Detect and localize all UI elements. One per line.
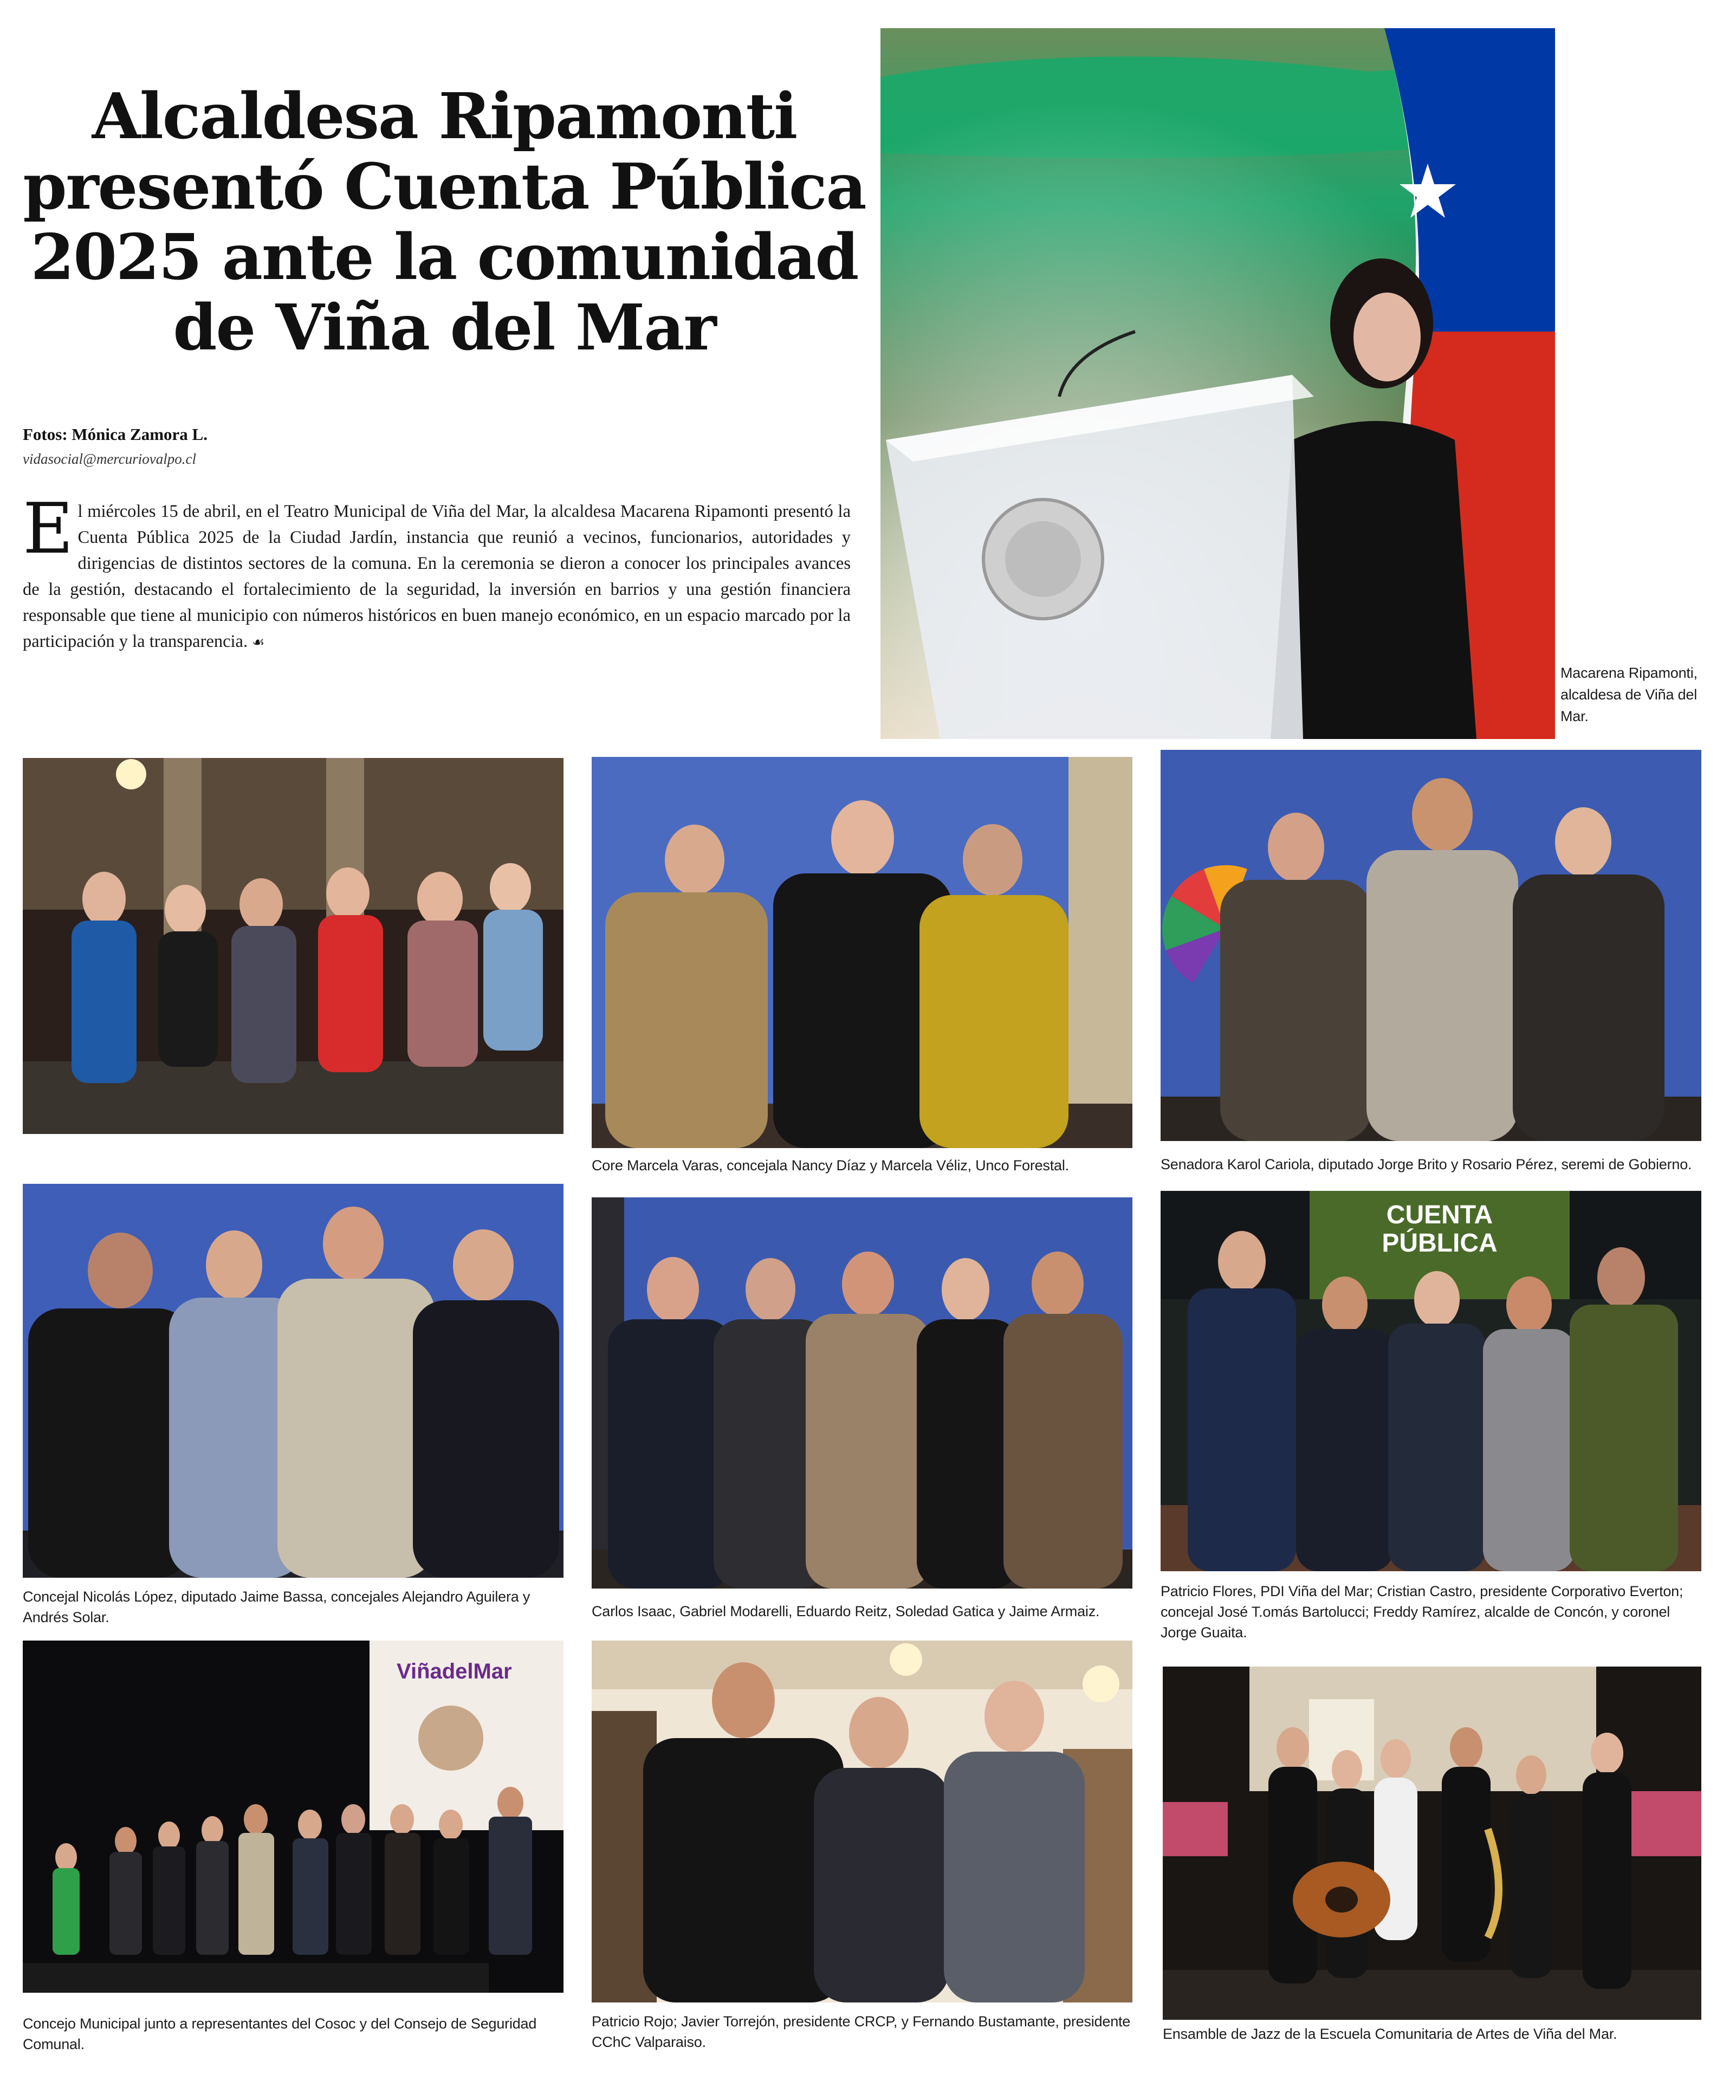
photo-flores-art	[1161, 1191, 1701, 1571]
photo-vecinas-art	[23, 758, 563, 1134]
caption-rojo: Patricio Rojo; Javier Torrejón, presidente CRCP, y Fernando Bustamante, presidente CChC Valparaiso.	[592, 2013, 1131, 2050]
caption-concejo: Concejo Municipal junto a representantes del Cosoc y del Consejo de Seguridad Comunal.	[23, 2015, 537, 2052]
caption-isaac: Carlos Isaac, Gabriel Modarelli, Eduardo Reitz, Soledad Gatica y Jaime Armaiz.	[592, 1603, 1100, 1619]
title-line: 2025 ante la comunidad	[30, 221, 858, 294]
photo-patricio-rojo	[592, 1641, 1132, 2002]
screen-vina-logo-text: ViñadelMar	[397, 1660, 512, 1683]
photo-core-varas	[592, 757, 1132, 1148]
main-photo-mayor-podium	[880, 28, 1555, 739]
title-line: presentó Cuenta Pública	[23, 150, 866, 224]
photo-isaac-art	[592, 1197, 1132, 1589]
caption-senadora: Senadora Karol Cariola, diputado Jorge Brito y Rosario Pérez, seremi de Gobierno.	[1161, 1156, 1692, 1172]
end-ornament-icon: ☙	[252, 634, 265, 651]
main-photo-art	[880, 28, 1555, 739]
photo-core-art	[592, 757, 1132, 1148]
photo-senadora-cariola	[1161, 750, 1701, 1141]
photo-carlos-isaac	[592, 1197, 1132, 1589]
article-body	[23, 489, 851, 656]
caption-flores: Patricio Flores, PDI Viña del Mar; Cristian Castro, presidente Corporativo Everton; concejal José T.omás Bartolucci; Freddy Ramírez, alcalde de Concón, y coronel Jorge Guaita.	[1161, 1583, 1683, 1641]
screen-publica-text: PÚBLICA	[1382, 1229, 1498, 1258]
body-text: l miércoles 15 de abril, en el Teatro Municipal de Viña del Mar, la alcaldesa Macarena Ripamonti presentó la Cuenta Pública 2025 de la Ciudad Jardín, instancia que reunió a vecinos, funcionarios, autoridades y dirigencias de distintos sectores de la comuna. En la ceremonia se dieron a conocer los principales avances de la gestión, destacando el fortalecimiento de la seguridad, la inversión en barrios y una gestión financiera responsable que tiene al municipio con números históricos en buen manejo económico, en un espacio marcado por la participación y la transparencia.	[23, 502, 851, 651]
title-line: de Viña del Mar	[173, 291, 716, 365]
photo-concejo-municipal	[23, 1641, 563, 2009]
photo-jazz-art	[1163, 1667, 1701, 2020]
main-photo-caption: Macarena Ripamonti, alcaldesa de Viña del Mar.	[1560, 665, 1698, 724]
photo-senadora-art	[1161, 750, 1701, 1141]
photo-patricio-flores	[1161, 1191, 1701, 1571]
photo-concejal-lopez	[23, 1184, 563, 1578]
photo-concejal-art	[23, 1184, 563, 1578]
photo-vecinas	[23, 758, 563, 1134]
contact-email[interactable]: vidasocial@mercuriovalpo.cl	[23, 451, 197, 467]
article-title	[22, 81, 867, 363]
drop-cap: E	[23, 489, 74, 569]
photo-concejo-art	[23, 1641, 563, 2009]
photo-credit: Fotos: Mónica Zamora L.	[23, 425, 208, 444]
photo-rojo-art	[592, 1641, 1132, 2002]
caption-jazz: Ensamble de Jazz de la Escuela Comunitaria de Artes de Viña del Mar.	[1163, 2026, 1617, 2042]
screen-cuenta-text: CUENTA	[1386, 1201, 1493, 1229]
caption-core: Core Marcela Varas, concejala Nancy Díaz y Marcela Véliz, Unco Forestal.	[592, 1157, 1069, 1174]
title-line: Alcaldesa Ripamonti	[92, 80, 797, 153]
caption-concejal: Concejal Nicolás López, diputado Jaime Bassa, concejales Alejandro Aguilera y Andrés Solar.	[23, 1589, 530, 1625]
photo-ensamble-jazz	[1163, 1667, 1701, 2020]
